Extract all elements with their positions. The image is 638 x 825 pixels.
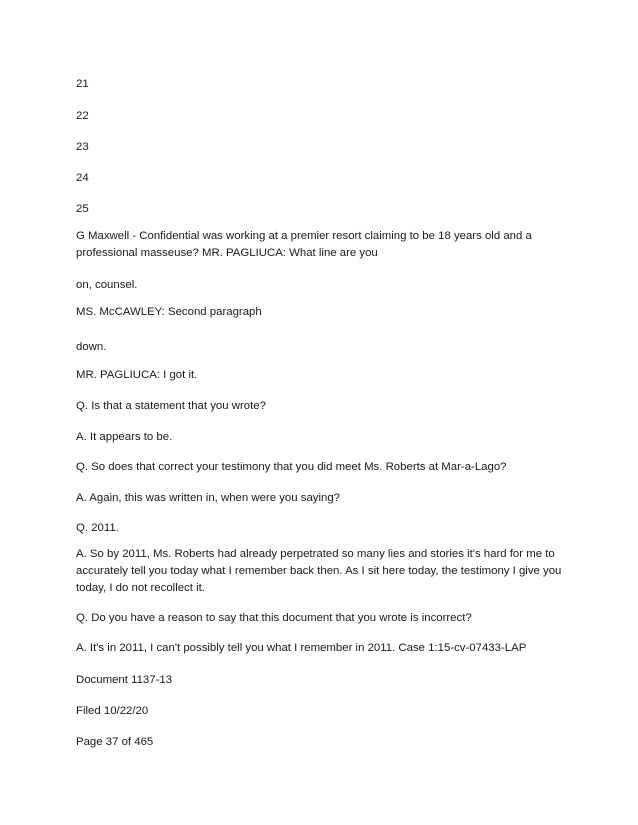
filed-date: Filed 10/22/20 (76, 705, 149, 717)
testimony-paragraph: Q. So does that correct your testimony that you did meet Ms. Roberts at Mar-a-Lago? (76, 461, 507, 473)
testimony-paragraph: Q. Do you have a reason to say that this document that you wrote is incorrect? (76, 612, 472, 624)
testimony-paragraph: Q. Is that a statement that you wrote? (76, 400, 266, 412)
line-number: 21 (76, 78, 89, 90)
line-number: 23 (76, 141, 89, 153)
line-number: 24 (76, 172, 89, 184)
testimony-paragraph: Q. 2011. (76, 522, 119, 534)
testimony-paragraph: MS. McCAWLEY: Second paragraph (76, 306, 262, 318)
testimony-paragraph: A. It appears to be. (76, 431, 173, 443)
testimony-paragraph: A. Again, this was written in, when were you saying? (76, 492, 341, 504)
testimony-paragraph: G Maxwell - Confidential was working at a premier resort claiming to be 18 years old and a professional masseuse? MR. PAGLIUCA: What line are you (76, 230, 532, 259)
testimony-paragraph: on, counsel. (76, 279, 138, 291)
testimony-paragraph: A. So by 2011, Ms. Roberts had already perpetrated so many lies and stories it's hard for me to accurately tell you today what I remember back then. As I sit here today, the testimony I give you today, I do not recollect it. (76, 548, 562, 594)
document-number: Document 1137-13 (76, 674, 173, 686)
testimony-paragraph: down. (76, 341, 107, 353)
line-number: 25 (76, 203, 89, 215)
line-number: 22 (76, 110, 89, 122)
testimony-paragraph: A. It's in 2011, I can't possibly tell you what I remember in 2011. Case 1:15-cv-07433-LAP (76, 642, 527, 654)
page-number: Page 37 of 465 (76, 736, 154, 748)
testimony-paragraph: MR. PAGLIUCA: I got it. (76, 369, 198, 381)
